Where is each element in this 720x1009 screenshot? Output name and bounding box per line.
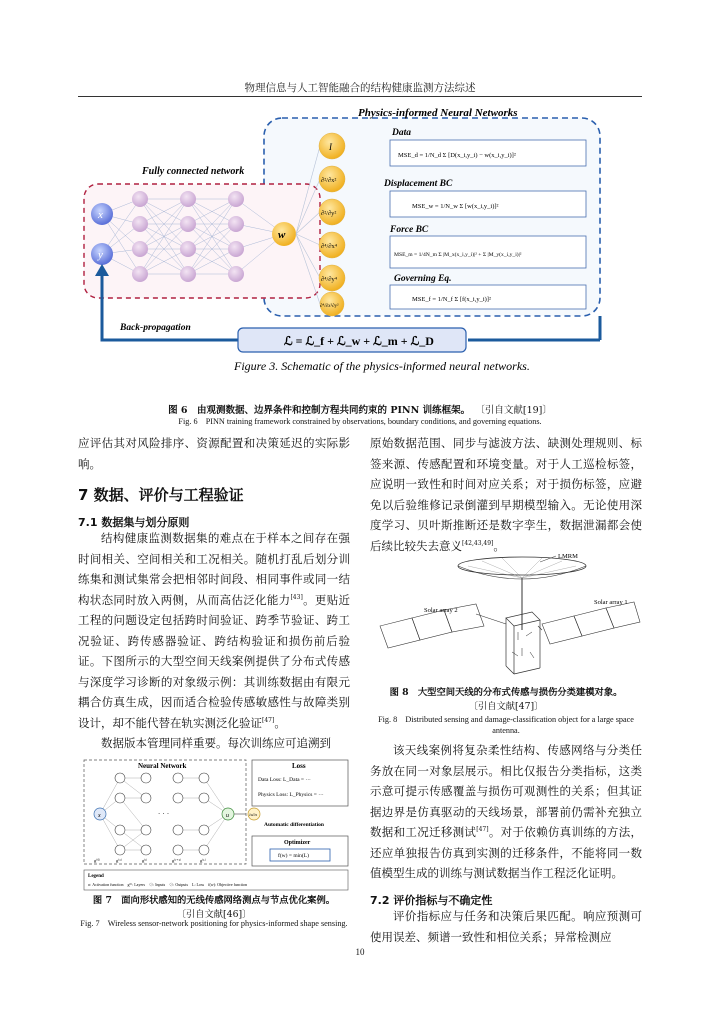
data-loss: Data Loss: L_Data = ··· — [258, 777, 311, 783]
fc-label: Fully connected network — [142, 166, 245, 177]
w-label: w — [278, 229, 286, 241]
deriv-node-5: ∂⁴/∂x²∂y² — [320, 304, 339, 309]
figure-6-pinn-diagram — [78, 104, 642, 386]
running-header: 物理信息与人工智能融合的结构健康监测方法综述 — [244, 82, 476, 94]
cite-47b: [47] — [476, 826, 489, 834]
input-y-label: y — [98, 249, 103, 261]
layer-label-1: g⁽¹⁾ — [116, 858, 122, 863]
backprop-label: Back-propagation — [120, 323, 191, 333]
left-col-continuation — [78, 433, 350, 474]
left-para-cont: 应评估其对风险排序、资源配置和决策延迟的实际影响。 — [78, 436, 350, 471]
page-number: 10 — [355, 947, 365, 957]
cite-43: [43] — [290, 593, 303, 601]
layer-label-3: g⁽ˡ⁺¹⁾ — [172, 858, 181, 863]
legend-title: Legend — [88, 874, 104, 879]
right-para-bottom: 评价指标应与任务和决策后果匹配。响应预测可使用误差、频谱一致性和相位关系；异常检测应 — [370, 909, 642, 944]
figure6-inner-title: Figure 3. Schematic of the physics-informed neural networks. — [234, 359, 530, 373]
deriv-node-2: ∂²/∂y² — [321, 210, 337, 217]
du-dx-label: ∂u/∂x — [249, 813, 258, 817]
node-x-label: x — [98, 813, 101, 819]
deriv-node-3: ∂⁴/∂x⁴ — [321, 243, 338, 250]
layer-label-2: g⁽ˡ⁾ — [142, 858, 148, 863]
loss-label-data: Data — [392, 128, 411, 138]
pinn-title: Physics-informed Neural Networks — [358, 107, 518, 119]
physics-loss: Physics Loss: L_Physics = ··· — [258, 792, 324, 798]
deriv-node-4: ∂⁴/∂y⁴ — [321, 276, 338, 283]
left-para-2: 数据版本管理同样重要。每次训练应可追溯到 — [101, 736, 331, 750]
lmrm-label: LMRM — [558, 553, 578, 560]
section-7-heading: 7 数据、评价与工程验证 — [78, 486, 244, 504]
right-para-mid: 该天线案例将复杂柔性结构、传感网络与分类任务放在同一对象层展示。相比仅报告分类指标，这类示意可提示传感覆盖与损伤可观测性的关系；但其证据边界是仿真驱动的天线场景，部署前仍需补充独立数据和工况迁移测试[47]。对于依赖仿真训练的方法，还应单独报告仿真到实测的迁移条件，不能将同一数值模型生成的训练与测试数据当作工程泛化证明。 — [370, 743, 643, 880]
figure-7-caption-en: Fig. 7 Wireless sensor-network positioning for physics-informed shape sensing. — [80, 919, 348, 928]
loss-label-disp: Displacement BC — [384, 179, 453, 189]
figure-7-caption-cite: 〔引自文献[46]〕 — [176, 909, 252, 920]
figure-8-space-antenna — [372, 548, 642, 678]
left-col-body — [78, 528, 350, 754]
left-para-1: 结构健康监测数据集的难点在于样本之间存在强时间相关、空间相关和工况相关。随机打乱后划分训练集和测试集常会把相邻时间段、相同事件或同一结构状态同时放入两侧，从而高估泛化能力[43]。更贴近工程的问题设定包括跨时间验证、跨季节验证、跨工况验证、跨传感器验证、跨结构验证和损伤前后验证。下图所示的大型空间天线案例提供了分布式传感与深度学习诊断的对象级示例：其训练数据由有限元耦合仿真生成，因而适合检验传感敏感性与故障类别设计，却不能代替在轨实测泛化验证[47]。 — [78, 531, 351, 730]
right-col-mid — [370, 740, 642, 884]
legend-box — [84, 870, 348, 890]
figure-7-pinn-sensor-diagram — [80, 756, 352, 892]
input-x-label: x — [98, 209, 103, 221]
right-col-top — [370, 433, 642, 556]
figure-6-caption-cn — [78, 402, 642, 416]
figure-8-caption-cite: 〔引自文献[47]〕 — [468, 701, 544, 712]
layer-label-0: g⁽⁰⁾ — [94, 858, 101, 863]
layer-label-4: g⁽ᴸ⁾ — [200, 858, 207, 863]
nn-title: Neural Network — [138, 762, 187, 770]
auto-diff-label: Automatic differentiation — [264, 822, 324, 828]
figure-7-caption-cn: 图 7 面向形状感知的无线传感网络测点与节点优化案例。 — [92, 895, 336, 906]
solar-array-2-label: Solar array 2 — [424, 607, 458, 614]
loss-label-force: Force BC — [390, 225, 429, 235]
formula-data: MSE_d = 1/N_d Σ [D(x_i,y_i) − w(x_i,y_i)]² — [398, 152, 516, 159]
figure-6-caption-en: Fig. 6 PINN training framework constrained by observations, boundary conditions, and governing equations. — [178, 417, 542, 426]
figure-8-caption-en: Fig. 8 Distributed sensing and damage-classification object for a large space antenna. — [378, 715, 634, 735]
node-u-label: u — [226, 813, 229, 819]
section-7-2-heading: 7.2 评价指标与不确定性 — [370, 894, 493, 907]
figure-6-caption-text: 图 6 由观测数据、边界条件和控制方程共同约束的 PINN 训练框架。 — [168, 405, 471, 416]
right-para-top: 原始数据范围、同步与滤波方法、缺测处理规则、标签来源、传感配置和环境变量。对于人工巡检标签，应说明一致性和时间对应关系；对于损伤标签，应避免以后验维修记录倒灌到早期模型输入。无论使用深度学习、贝叶斯推断还是数字孪生，数据泄漏都会使后续比较失去意义[42,43,49]。 — [370, 436, 642, 553]
optimizer-eq: f(w) = min(L) — [278, 853, 309, 859]
loss-title: Loss — [292, 762, 306, 770]
loss-label-gov: Governing Eq. — [394, 274, 452, 284]
deriv-node-0: I — [329, 142, 332, 152]
section-7-1-heading: 7.1 数据集与划分原则 — [78, 516, 190, 529]
total-loss: ℒ = ℒ_f + ℒ_w + ℒ_m + ℒ_D — [284, 334, 434, 348]
figure-8-caption-cn: 图 8 大型空间天线的分布式传感与损伤分类建模对象。 — [389, 687, 623, 698]
formula-force: MSE_m = 1/4N_m Σ |M_x(x_i,y_i)|² + Σ |M_y(x_i,y_i)|² — [394, 252, 522, 258]
header-rule — [78, 96, 642, 97]
svg-text:· · ·: · · · — [158, 810, 170, 818]
deriv-node-1: ∂²/∂x² — [321, 177, 337, 184]
cite-42-43-49: [42,43,49] — [462, 539, 494, 547]
solar-array-1 — [538, 602, 640, 644]
cite-47: [47] — [262, 716, 275, 724]
solar-array-1-label: Solar array 1 — [594, 599, 628, 606]
optimizer-title: Optimizer — [284, 840, 311, 846]
legend-items: σ: Activation function g⁽ˡ⁾: Layers ⊙: Inputs ⊙: Outputs L: Loss f(w): Objective function — [88, 882, 247, 887]
satellite-bus — [506, 612, 540, 674]
figure-6-caption-cite: 〔引自文献[19]〕 — [480, 405, 552, 416]
formula-disp: MSE_w = 1/N_w Σ [w(x_i,y_i)]² — [412, 203, 499, 210]
right-col-bottom — [370, 906, 642, 947]
formula-gov: MSE_f = 1/N_f Σ [f(x_i,y_i)]² — [412, 296, 491, 303]
